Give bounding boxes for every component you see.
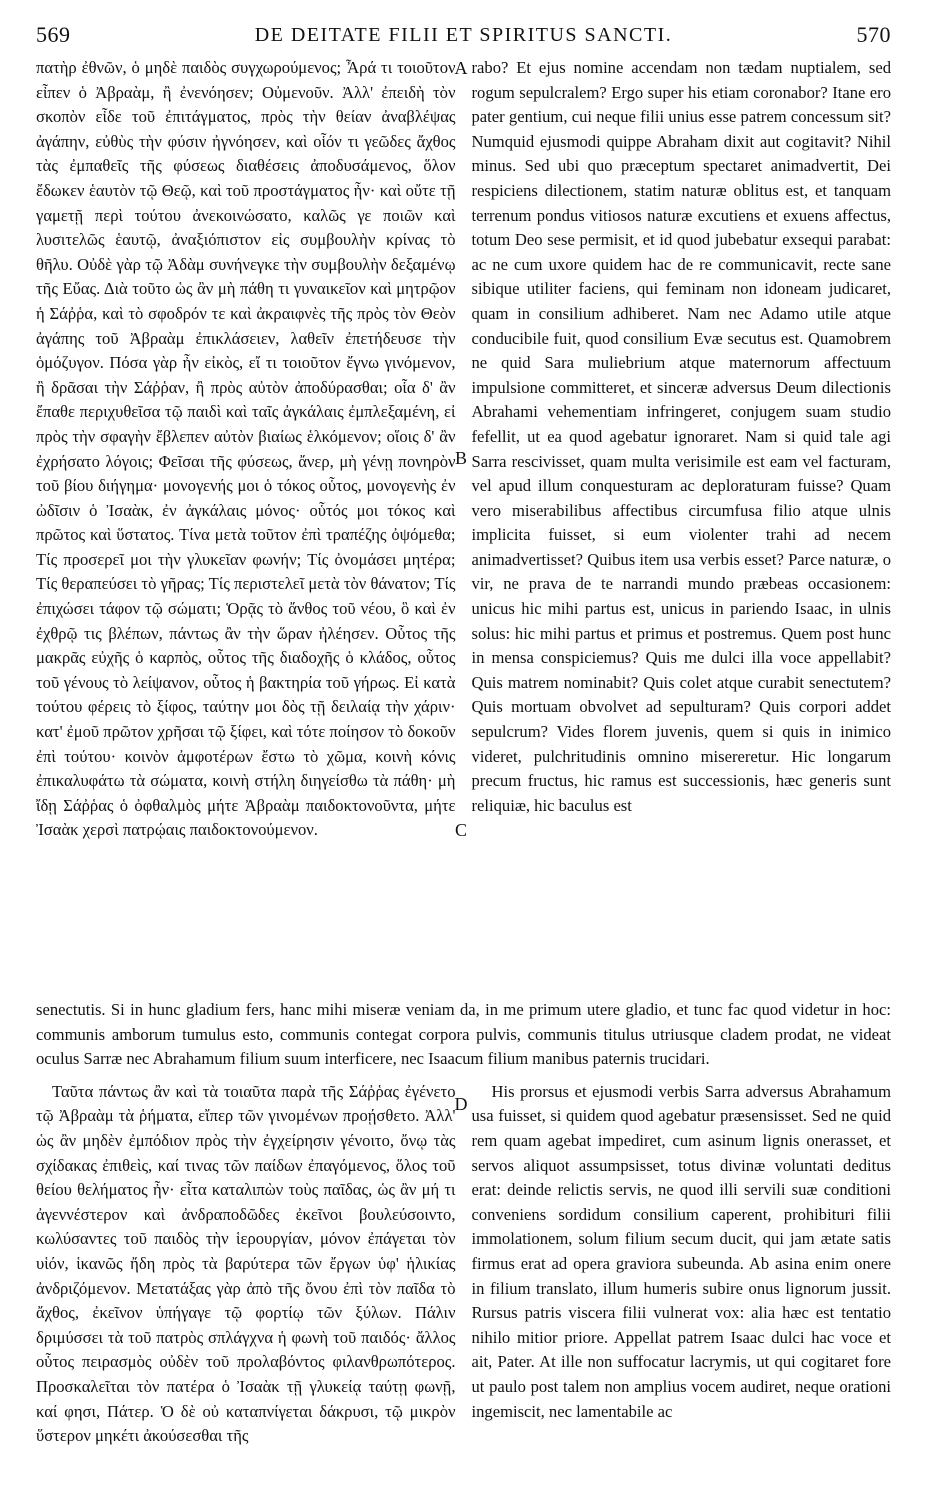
running-title: DE DEITATE FILII ET SPIRITUS SANCTI. bbox=[254, 23, 673, 46]
greek-text-2: Ταῦτα πάντως ἂν καὶ τὰ τοιαῦτα παρὰ τῆς Σάῤῥας ἐγένετο τῷ Ἀβραὰμ τὰ ῥήματα, εἴπερ τῶν γινομένων προῄσθετο. Ἀλλ' ὡς ἂν μηδὲν ἐμπόδιον πρὸς τὴν ἐγχείρησιν γένοιτο, ὄνῳ τὰς σχίδακας ἐπιθεὶς, καί τινας τῶν παίδων ἐπαγόμενος, ὅλος τοῦ θείου θελήματος ἦν· εἶτα καταλιπὼν τοὺς παῖδας, ὡς ἂν μή τι ἀγεννέστερον καὶ ἀνδραποδῶδες ἐκεῖνοι βουλεύσοιντο, κωλύσαντες τοῦ παιδὸς τὴν ἱερουργίαν, μόνον ἐπάγεται τὸν υἱόν, ἱκανῶς ἤδη πρὸς τὰ βαρύτερα τῶν ἔργων ὑφ' ἡλικίας ἀνδριζόμενον. Μετατάξας γὰρ ἀπὸ τῆς ὄνου ἐπὶ τὸν παῖδα τὸ ἄχθος, ἐκεῖνον ὑπήγαγε τῷ φορτίῳ τῶν ξύλων. Πάλιν δριμύσσει τὰ τοῦ πατρὸς σπλάγχνα ἡ φωνὴ τοῦ παιδός· ἄλλος οὗτος πειρασμὸς οὐδὲν τοῦ προλαβόντος φιλανθρωπότερος. Προσκαλεῖται τὸν πατέρα ὁ Ἰσαὰκ τῇ γλυκείᾳ ταύτῃ φωνῇ, καί φησι, Πάτερ. Ὁ δὲ οὐ καταπνίγεται δάκρυσι, τῷ μικρὸν ὕστερον μηκέτι ἀκούσεσθαι τῆς bbox=[36, 1081, 456, 1446]
margin-marker-d: D bbox=[454, 1093, 468, 1114]
latin-text: rabo? Et ejus nomine accendam non tædam nuptialem, sed rogum sepulcralem? Ergo super his etiam coronabor? Itane ero pater gentium, cui neque filii unius esse patrem concessum sit? Numquid ejusmodi quippe Abraham dixit aut cogitavit? Nihil minus. Sed ubi quo præceptum spectaret animadvertit, Dei respiciens dilectionem, statim naturæ oblitus est, et tanquam terrenum pondus vitiosos naturæ excutiens et exuens affectus, totum Deo sese permisit, et id quod jubebatur exsequi parabat: ac ne cum uxore quidem hac de re communicavit, recte sane sibique utiliter faciens, qui feminam non idoneam judicaret, quam in consilium adhiberet. Nam nec Adamo utile atque conducibile fuit, quod consilium Evæ secutus est. Quamobrem ne quid Sara muliebrium atque maternorum affectuum impulsione committeret, et sinceræ adversus Deum dilectionis Abrahami vehementiam infringeret, conjugem suam studio fefellit, ut ea quod agebatur ignoraret. Nam si quid tale agi Sarra rescivisset, quam multa verisimile est eam vel facturam, vel apud illum conquesturam ac deploraturam fuisse? Quam vero miserabilibus affectibus circumfusa filio atque ulnis implicita fuisset, si eum violenter trahi ad necem animadvertisset? Quibus item usa verbis esset? Parce naturæ, o vir, ne prava de te narrandi mundo præbeas occasionem: unicus hic mihi partus est, unicus in pariendo Isaac, in ulnis solus: hic mihi partus et primus et postremus. Quem post hunc in mensa conspiciemus? Quis me dulci illa voce appellabit? Quis matrem nominabit? Quis colet atque curabit senectutem? Quis mortuam obvolvet ad sepulturam? Quis corpori addet sepulcrum? Vides florem juvenis, quem si quis in inimico videret, pulchritudinis omnino misereretur. Hic longarum precum fructus, hic ramus est successionis, hæc generis sunt reliquiæ, hic baculus est bbox=[471, 58, 891, 815]
right-page-number: 570 bbox=[856, 22, 891, 47]
running-header bbox=[36, 18, 891, 52]
section-2 bbox=[36, 998, 891, 1072]
latin-column-2 bbox=[466, 1080, 892, 1449]
full-width-latin-text: senectutis. Si in hunc gladium fers, hanc mihi miseræ veniam da, in me primum utere gladio, et tunc fac quod videtur in hoc: communis amborum tumulus esto, communis contegat corpora pulvis, communis titulus utriusque cladem prodat, ne videat oculus Sarræ nec Abrahamum filium suum interficere, nec Isaacum filium manibus paternis trucidari. bbox=[36, 1000, 891, 1069]
greek-text: πατὴρ ἐθνῶν, ὁ μηδὲ παιδὸς συγχωρούμενος; Ἆρά τι τοιοῦτον εἶπεν ὁ Ἀβραὰμ, ἢ ἐνενόησεν; Οὐμενοῦν. Ἀλλ' ἐπειδὴ τὸν σκοπὸν εἶδε τοῦ ἐπιτάγματος, πρὸς τὴν θείαν ἀναβλέψας ἀγάπην, εὐθὺς τὴν φύσιν ἠγνόησεν, καὶ οἷόν τι γεῶδες ἄχθος τὰς ἐμπαθεῖς τῆς φύσεως διαθέσεις ἀποδυσάμενος, ὅλον ἔδωκεν ἑαυτὸν τῷ Θεῷ, καὶ τοῦ προστάγματος ἦν· καὶ οὔτε τῇ γαμετῇ περὶ τούτου ἀνεκοινώσατο, καλῶς γε ποιῶν καὶ λυσιτελῶς ἑαυτῷ, ἀναξιόπιστον εἰς συμβουλὴν κρίνας τὸ θῆλυ. Οὐδὲ γὰρ τῷ Ἀδὰμ συνήνεγκε τὴν συμβουλὴν δεξαμένῳ τῆς Εὔας. Διὰ τοῦτο ὡς ἂν μὴ πάθη τι γυναικεῖον καὶ μητρῷον ἡ Σάῤῥα, καὶ τὸ σφοδρόν τε καὶ ἀκραιφνὲς τῆς πρὸς τὸν Θεὸν ἀγάπης τοῦ Ἀβραὰμ ἐπικλάσειεν, λαθεῖν ἐπετήδευσε τὴν ὁμόζυγον. Πόσα γὰρ ἦν εἰκὸς, εἴ τι τοιοῦτον ἔγνω γινόμενον, ἢ δρᾶσαι τὴν Σάῤῥαν, ἢ πρὸς αὐτὸν ἀποδύρασθαι; οἷα δ' ἂν ἔπαθε περιχυθεῖσα τῷ παιδὶ καὶ ταῖς ἀγκάλαις ἐμπλεξαμένη, εἰ πρὸς τὴν σφαγὴν ἔβλεπεν αὐτὸν βιαίως ἑλκόμενον; οἵοις δ' ἂν ἐχρήσατο λόγοις; Φεῖσαι τῆς φύσεως, ἄνερ, μὴ γένῃ πονηρὸν τοῦ βίου διήγημα· μονογενής μοι ὁ τόκος οὗτος, μονογενὴς ἐν ὠδῖσιν ὁ Ἰσαὰκ, ἐν ἀγκάλαις μόνος· οὗτός μοι τόκος καὶ πρῶτος καὶ ὕστατος. Τίνα μετὰ τοῦτον ἐπὶ τραπέζης ὀψόμεθα; Τίς προσερεῖ μοι τὴν γλυκεῖαν φωνήν; Τίς ὀνομάσει μητέρα; Τίς θεραπεύσει τὸ γῆρας; Τίς περιστελεῖ μετὰ τὸν θάνατον; Τίς ἐπιχώσει τάφον τῷ σώματι; Ὁρᾷς τὸ ἄνθος τοῦ νέου, ὃ καὶ ἐν ἐχθρῷ τις βλέπων, πάντως ἂν τὴν ὥραν ἠλέησεν. Οὗτος τῆς μακρᾶς εὐχῆς ὁ καρπὸς, οὗτος τῆς διαδοχῆς ὁ κλάδος, οὗτος τοῦ γένους τὸ λείψανον, οὗτος ἡ βακτηρία τοῦ γήρως. Εἰ κατὰ τούτου φέρεις τὸ ξίφος, ταύτην μοι δὸς τῇ δειλαίᾳ τὴν χάριν· κατ' ἐμοῦ πρῶτον χρῆσαι τῷ ξίφει, καὶ τότε ποίησον τὸ δοκοῦν ἐπὶ τούτου· κοινὸν ἀμφοτέρων ἔστω τὸ χῶμα, κοινὴ κόνις ἐπικαλυφάτω τὰ σώματα, κοινὴ στήλη διηγείσθω τὰ πάθη· μὴ ἴδῃ Σάῤῥας ὁ ὀφθαλμὸς μήτε Ἀβραὰμ παιδοκτονοῦντα, μήτε Ἰσαὰκ χερσὶ πατρῴαις παιδοκτονούμενον. bbox=[36, 58, 456, 840]
greek-column-2 bbox=[36, 1080, 466, 1449]
left-page-number: 569 bbox=[36, 22, 71, 47]
margin-marker-a: A bbox=[454, 58, 468, 78]
section-3 bbox=[36, 1080, 891, 1449]
margin-marker-c: C bbox=[454, 820, 467, 840]
latin-text-2: His prorsus et ejusmodi verbis Sarra adversus Abrahamum usa fuisset, si quidem quod agebatur præsensisset. Sed ne quid rem quam agebat impediret, cum asinum lignis onerasset, et servos aliquot assumpsisset, totus divinæ voluntati deditus erat: deinde relictis servis, ne quod illi servili suæ conditioni conveniens sordidum consilium caperent, prohibituri filii immolationem, solum filium secum ducit, qui jam ætate satis firmus erat ad opera graviora subeunda. Ab asina enim onere in filium translato, illum humeris subire onus lignorum jussit. Rursus patris viscera filii vulnerat vox: alia hæc est tentatio nihilo mitior priore. Appellat patrem Isaac dulci hac voce et ait, Pater. At ille non suffocatur lacrymis, ut qui cogitaret fore ut paulo post talem non amplius vocem audiret, neque orationi ingemiscit, nec lamentabile ac bbox=[471, 1081, 891, 1421]
greek-column bbox=[36, 56, 466, 998]
margin-marker-b: B bbox=[454, 448, 467, 468]
section-1 bbox=[36, 56, 891, 998]
page-body bbox=[36, 56, 891, 1496]
latin-column bbox=[466, 56, 892, 998]
